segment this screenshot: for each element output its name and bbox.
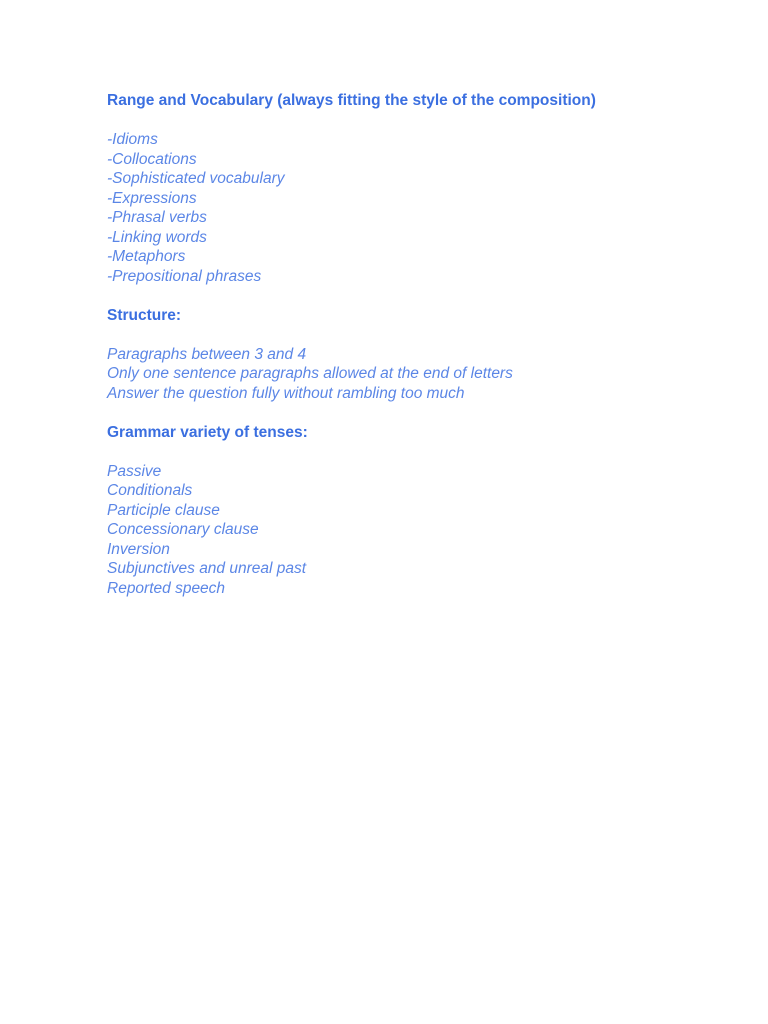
list-item: -Phrasal verbs <box>107 209 207 226</box>
grammar-list <box>107 462 747 599</box>
spacer <box>107 442 747 462</box>
list-item: -Idioms <box>107 131 158 148</box>
list-item: Paragraphs between 3 and 4 <box>107 345 307 363</box>
list-item: Reported speech <box>107 579 226 597</box>
spacer <box>107 325 747 345</box>
list-item: -Prepositional phrases <box>107 267 262 285</box>
vocabulary-list <box>107 130 747 286</box>
section-heading-structure: Structure: <box>107 306 182 324</box>
document-page <box>107 91 747 598</box>
spacer <box>107 286 747 306</box>
list-item: Conditionals <box>107 482 193 499</box>
list-item: Subjunctives and unreal past <box>107 560 307 577</box>
list-item: Inversion <box>107 540 170 558</box>
list-item: -Metaphors <box>107 248 186 265</box>
spacer <box>107 403 747 423</box>
list-item: Answer the question fully without rambling too much <box>107 384 465 402</box>
section-heading-grammar: Grammar variety of tenses: <box>107 423 308 441</box>
list-item: -Sophisticated vocabulary <box>107 170 285 187</box>
list-item: Passive <box>107 462 162 480</box>
list-item: -Linking words <box>107 228 207 246</box>
list-item: Only one sentence paragraphs allowed at the end of letters <box>107 365 513 382</box>
structure-list <box>107 345 747 404</box>
list-item: Participle clause <box>107 501 220 519</box>
section-heading-range-vocabulary: Range and Vocabulary (always fitting the style of the composition) <box>107 92 596 109</box>
list-item: Concessionary clause <box>107 521 259 538</box>
list-item: -Collocations <box>107 150 197 168</box>
list-item: -Expressions <box>107 189 197 207</box>
spacer <box>107 111 747 131</box>
